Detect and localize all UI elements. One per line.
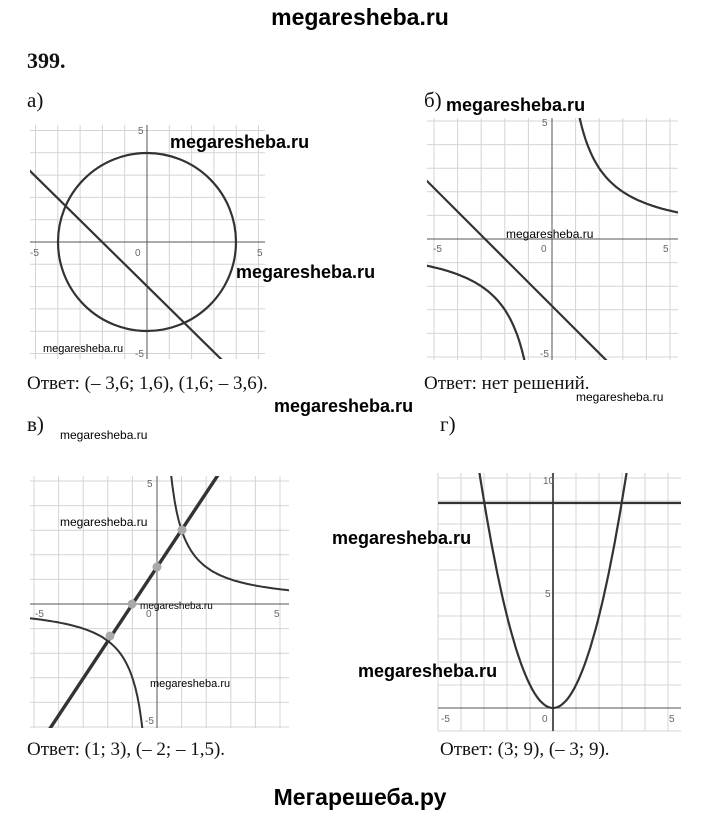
watermark: megaresheba.ru xyxy=(150,678,231,690)
tick-x-min: -5 xyxy=(441,714,450,725)
tick-x-min: -5 xyxy=(30,248,39,259)
intersection-point xyxy=(106,632,115,641)
x-intercept-point xyxy=(128,600,137,609)
tick-x-zero: 0 xyxy=(542,714,548,725)
problem-number: 399. xyxy=(27,48,66,73)
tick-x-max: 5 xyxy=(257,248,263,259)
watermark: megaresheba.ru xyxy=(274,396,414,416)
graph-a xyxy=(25,122,265,362)
watermark: megaresheba.ru xyxy=(576,390,664,404)
watermark: megaresheba.ru xyxy=(140,601,213,612)
tick-x-min: -5 xyxy=(433,244,442,255)
tick-x-max: 5 xyxy=(274,609,280,620)
site-header: megaresheba.ru xyxy=(271,4,449,30)
watermark: megaresheba.ru xyxy=(506,227,594,241)
panel-b-label: б) xyxy=(424,88,442,112)
watermark: megaresheba.ru xyxy=(236,262,376,282)
watermark: megaresheba.ru xyxy=(43,343,124,355)
watermark: megaresheba.ru xyxy=(358,661,498,681)
answer-c: Ответ: (1; 3), (– 2; – 1,5). xyxy=(27,739,226,760)
tick-x-zero: 0 xyxy=(541,244,547,255)
hyperbola-branch-right xyxy=(171,474,291,591)
watermark: megaresheba.ru xyxy=(60,515,148,529)
tick-x-max: 5 xyxy=(669,714,675,725)
hyperbola-branch-right xyxy=(578,116,680,213)
watermark: megaresheba.ru xyxy=(170,132,310,152)
hyperbola-branch-left xyxy=(424,265,526,361)
tick-x-min: -5 xyxy=(35,609,44,620)
panel-c-label: в) xyxy=(27,412,44,436)
answer-d: Ответ: (3; 9), (– 3; 9). xyxy=(440,739,610,760)
tick-y-max: 5 xyxy=(147,479,153,490)
tick-y-mid: 5 xyxy=(545,589,551,600)
watermark: megaresheba.ru xyxy=(446,95,586,115)
panel-d-label: г) xyxy=(440,412,456,436)
intersection-point xyxy=(178,526,187,535)
graph-d xyxy=(436,470,682,734)
site-footer: Мегарешеба.ру xyxy=(273,784,447,810)
tick-x-zero: 0 xyxy=(146,609,152,620)
tick-y-max: 5 xyxy=(542,118,548,129)
tick-y-min: -5 xyxy=(135,349,144,360)
tick-y-max: 5 xyxy=(138,126,144,137)
panel-a-label: а) xyxy=(27,88,44,112)
answer-b: Ответ: нет решений. xyxy=(424,373,590,394)
watermark: megaresheba.ru xyxy=(332,528,472,548)
tick-x-max: 5 xyxy=(663,244,669,255)
answer-a: Ответ: (– 3,6; 1,6), (1,6; – 3,6). xyxy=(27,373,268,394)
tick-x-zero: 0 xyxy=(135,248,141,259)
tick-y-max: 10 xyxy=(543,476,555,487)
y-intercept-point xyxy=(153,563,162,572)
tick-y-min: -5 xyxy=(145,716,154,727)
watermark: megaresheba.ru xyxy=(60,428,148,442)
tick-y-min: -5 xyxy=(540,349,549,360)
